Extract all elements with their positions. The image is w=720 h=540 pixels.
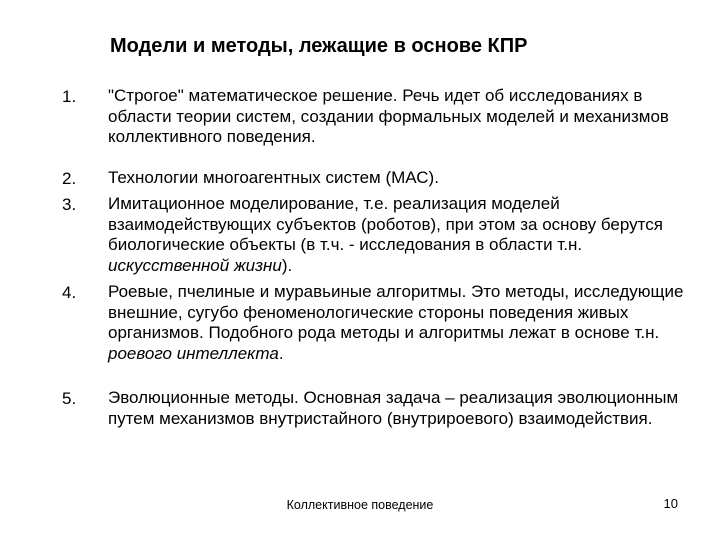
page-number: 10 (663, 496, 678, 511)
list-item-number: 2. (62, 169, 77, 188)
list-item-text: Технологии многоагентных систем (МАС). (108, 168, 439, 187)
list-item-text-tail: . (278, 343, 284, 363)
list-item-text (108, 194, 688, 276)
list-item-number: 4. (62, 283, 77, 302)
list-item-text-main: Имитационное моделирование, т.е. реализация моделей взаимодействующих субъектов (роботов), при этом за основу берутся биологические объекты (в т.ч. - исследования в области т.н. (108, 194, 663, 254)
list-item-text: "Строгое" математическое решение. Речь идет об исследованиях в области теории систем, создании формальных моделей и механизмов коллективного поведения. (108, 86, 669, 146)
list-item-number: 5. (62, 389, 77, 408)
list-item-text-italic: роевого интеллекта (108, 343, 279, 363)
list-item-text-italic: искусственной жизни (108, 255, 282, 275)
list-item-text-main: Роевые, пчелиные и муравьиные алгоритмы. Это методы, исследующие внешние, сугубо феноменологические стороны поведения живых организмов. Подобного рода методы и алгоритмы лежат в основе т.н. (108, 282, 684, 342)
slide-title: Модели и методы, лежащие в основе КПР (110, 35, 528, 57)
list-item-number: 1. (62, 87, 77, 106)
footer-caption: Коллективное поведение (286, 498, 434, 512)
list-item-text-tail: ). (281, 255, 293, 275)
list-item-number: 3. (62, 195, 77, 214)
list-item-text (108, 282, 688, 364)
list-item-text: Эволюционные методы. Основная задача – реализация эволюционным путем механизмов внутристайного (внутрироевого) взаимодействия. (108, 388, 679, 428)
